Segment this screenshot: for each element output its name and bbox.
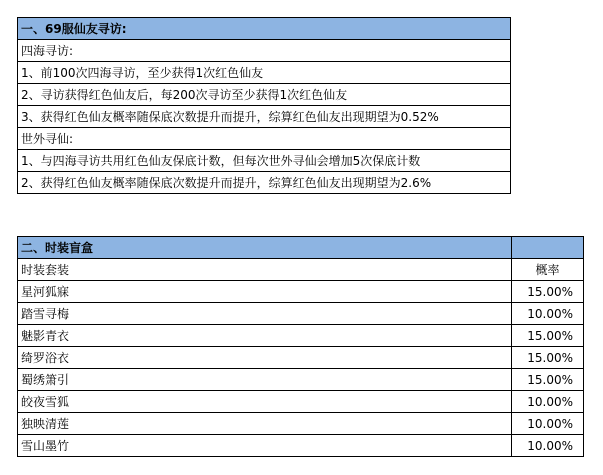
rule-text: 3、获得红色仙友概率随保底次数提升而提升，综算红色仙友出现期望为0.52%: [18, 106, 511, 128]
rule-text: 1、与四海寻访共用红色仙友保底计数，但每次世外寻仙会增加5次保底计数: [18, 150, 511, 172]
section-header-row: [18, 18, 511, 40]
section-header-row: [18, 237, 584, 259]
rule-row: [18, 106, 511, 128]
costume-rate: 10.00%: [512, 303, 584, 325]
rule-row: [18, 84, 511, 106]
table-row: [18, 369, 584, 391]
costume-name: 独映清莲: [18, 413, 512, 435]
rule-text: 四海寻访:: [18, 40, 511, 62]
costume-rate: 10.00%: [512, 413, 584, 435]
rule-row: [18, 150, 511, 172]
costume-box-table: [17, 236, 584, 457]
costume-name: 踏雪寻梅: [18, 303, 512, 325]
costume-name: 雪山墨竹: [18, 435, 512, 457]
costume-name: 皎夜雪狐: [18, 391, 512, 413]
costume-name: 绮罗浴衣: [18, 347, 512, 369]
rule-text: 2、获得红色仙友概率随保底次数提升而提升，综算红色仙友出现期望为2.6%: [18, 172, 511, 194]
table-row: [18, 303, 584, 325]
gacha-rules-table: [17, 17, 511, 194]
table-row: [18, 281, 584, 303]
rule-row: [18, 128, 511, 150]
costume-rate: 15.00%: [512, 347, 584, 369]
rule-text: 2、寻访获得红色仙友后，每200次寻访至少获得1次红色仙友: [18, 84, 511, 106]
costume-rate: 10.00%: [512, 435, 584, 457]
table-row: [18, 325, 584, 347]
section-title: 二、时装盲盒: [18, 237, 512, 259]
costume-rate: 15.00%: [512, 369, 584, 391]
section-title: 一、69服仙友寻访:: [18, 18, 511, 40]
rule-row: [18, 40, 511, 62]
table-row: [18, 413, 584, 435]
costume-rate: 15.00%: [512, 325, 584, 347]
col-header-rate: 概率: [512, 259, 584, 281]
column-header-row: [18, 259, 584, 281]
section-title-filler: [512, 237, 584, 259]
costume-name: 星河狐寐: [18, 281, 512, 303]
rule-text: 世外寻仙:: [18, 128, 511, 150]
rule-row: [18, 62, 511, 84]
table-row: [18, 435, 584, 457]
rule-text: 1、前100次四海寻访，至少获得1次红色仙友: [18, 62, 511, 84]
costume-name: 蜀绣箫引: [18, 369, 512, 391]
costume-name: 魅影青衣: [18, 325, 512, 347]
costume-rate: 10.00%: [512, 391, 584, 413]
rule-row: [18, 172, 511, 194]
table-row: [18, 347, 584, 369]
col-header-costume: 时装套装: [18, 259, 512, 281]
table-row: [18, 391, 584, 413]
costume-rate: 15.00%: [512, 281, 584, 303]
